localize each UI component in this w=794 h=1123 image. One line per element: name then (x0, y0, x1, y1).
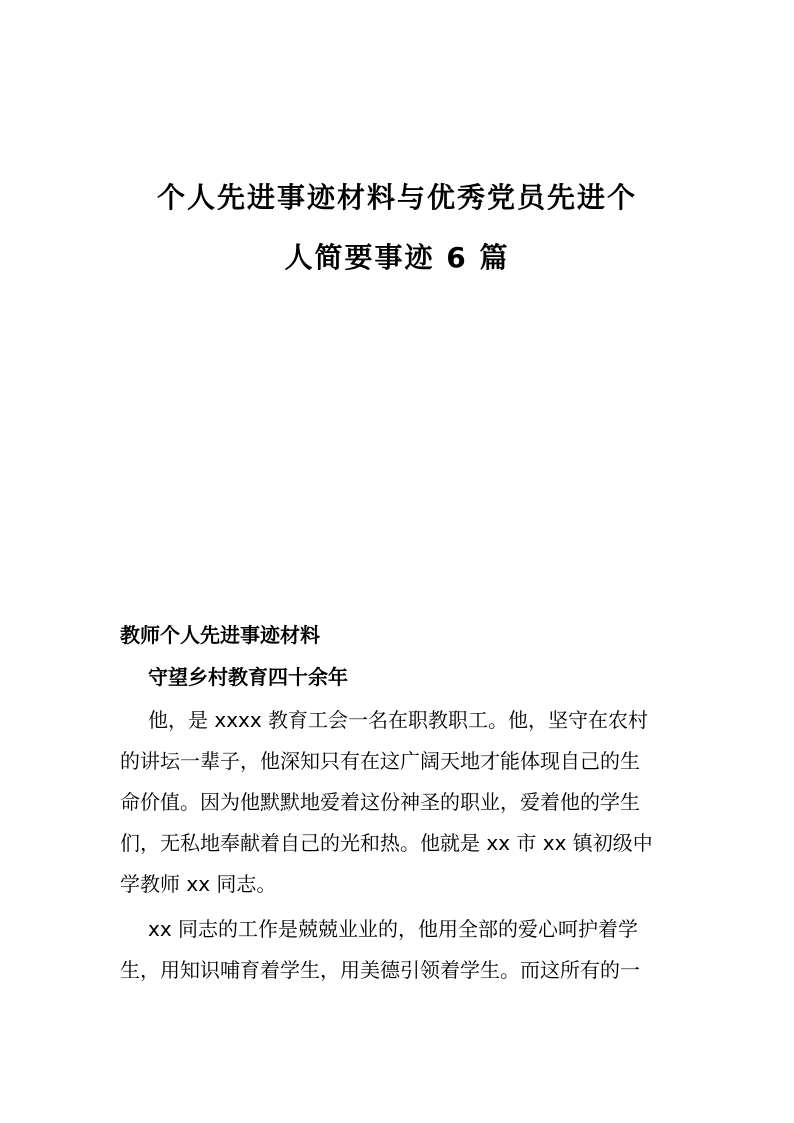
paragraph-2 (120, 909, 676, 991)
paragraph-1 (120, 700, 676, 905)
document-title (120, 168, 674, 288)
paragraph-line: 的讲坛一辈子，他深知只有在这广阔天地才能体现自己的生 (120, 749, 640, 773)
article-subheading: 守望乡村教育四十余年 (148, 665, 348, 689)
document-body (120, 616, 676, 991)
paragraph-line: 他，是 xxxx 教育工会一名在职教职工。他，坚守在农村 (148, 708, 649, 732)
section-heading: 教师个人先进事迹材料 (120, 623, 320, 647)
title-line-2: 人简要事迹 6 篇 (284, 241, 510, 274)
paragraph-line: xx 同志的工作是兢兢业业的，他用全部的爱心呵护着学 (148, 917, 639, 941)
paragraph-line: 生，用知识哺育着学生，用美德引领着学生。而这所有的一 (120, 958, 640, 982)
paragraph-line: 命价值。因为他默默地爱着这份神圣的职业，爱着他的学生 (120, 790, 640, 814)
paragraph-line: 学教师 xx 同志。 (120, 872, 277, 896)
paragraph-line: 们，无私地奉献着自己的光和热。他就是 xx 市 xx 镇初级中 (120, 831, 653, 855)
title-line-1: 个人先进事迹材料与优秀党员先进个 (156, 181, 637, 214)
